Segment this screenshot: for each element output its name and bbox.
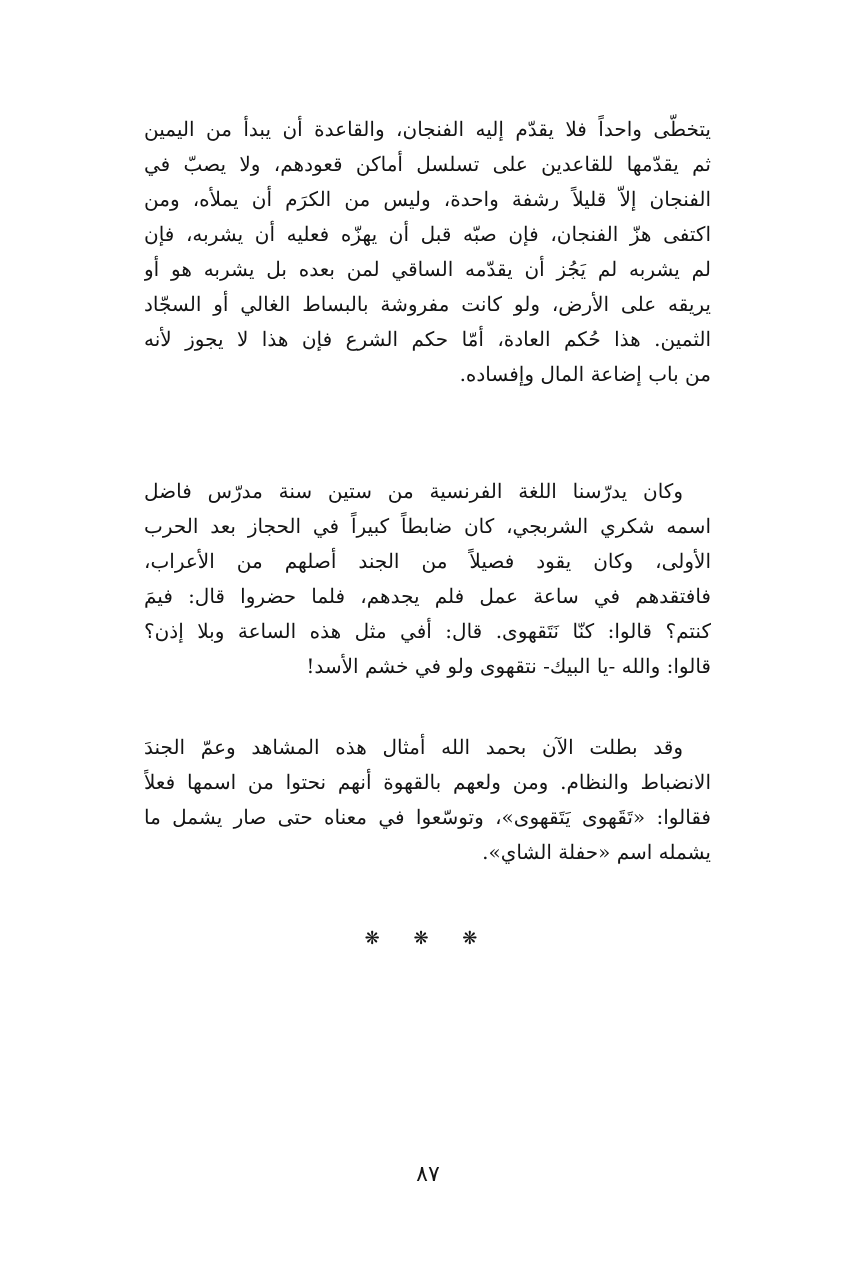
paragraph-2: [144, 474, 711, 684]
paragraph-line: الأولى، وكان يقود فصيلاً من الجند أصلهم من الأعراب،: [144, 549, 711, 573]
paragraph-line: فافتقدهم في ساعة عمل فلم يجدهم، فلما حضروا قال: فيمَ: [144, 584, 711, 608]
paragraph-line: اسمه شكري الشربجي، كان ضابطاً كبيراً في الحجاز بعد الحرب: [144, 514, 711, 538]
paragraph-line: الفنجان إلاّ قليلاً رشفة واحدة، وليس من الكرَم أن يملأه، ومن: [144, 187, 711, 211]
paragraph-line: كنتم؟ قالوا: كنّا نَتَقهوى. قال: أفي مثل هذه الساعة وبلا إذن؟: [144, 619, 711, 643]
paragraph-line: الثمين. هذا حُكم العادة، أمّا حكم الشرع فإن هذا لا يجوز لأنه: [144, 327, 711, 351]
paragraph-line: وكان يدرّسنا اللغة الفرنسية من ستين سنة مدرّس فاضل: [144, 479, 683, 503]
paragraph-3: [144, 730, 711, 870]
paragraph-line: اكتفى هزّ الفنجان، فإن صبّه قبل أن يهزّه فعليه أن يشربه، فإن: [144, 222, 711, 246]
section-divider: ❋ ❋ ❋: [364, 928, 492, 949]
page-number: ٨٧: [416, 1162, 440, 1187]
paragraph-line: فقالوا: «تَقَهوى يَتَقهوى»، وتوسّعوا في معناه حتى صار يشمل ما: [144, 805, 711, 829]
paragraph-1: [144, 112, 711, 392]
paragraph-line: لم يشربه لم يَجُز أن يقدّمه الساقي لمن بعده بل يشربه هو أو: [144, 257, 711, 281]
paragraph-line: الانضباط والنظام. ومن ولعهم بالقهوة أنهم نحتوا من اسمها فعلاً: [144, 770, 711, 794]
paragraph-line: يريقه على الأرض، ولو كانت مفروشة بالبساط الغالي أو السجّاد: [144, 292, 711, 316]
paragraph-line: قالوا: والله -يا البيك- نتقهوى ولو في خشم الأسد!: [306, 654, 711, 678]
paragraph-line: يتخطّى واحداً فلا يقدّم إليه الفنجان، والقاعدة أن يبدأ من اليمين: [144, 117, 711, 141]
paragraph-line: وقد بطلت الآن بحمد الله أمثال هذه المشاهد وعمّ الجندَ: [144, 735, 683, 759]
paragraph-line: يشمله اسم «حفلة الشاي».: [482, 840, 711, 864]
paragraph-line: ثم يقدّمها للقاعدين على تسلسل أماكن قعودهم، ولا يصبّ في: [144, 152, 711, 176]
paragraph-line: من باب إضاعة المال وإفساده.: [459, 362, 711, 386]
